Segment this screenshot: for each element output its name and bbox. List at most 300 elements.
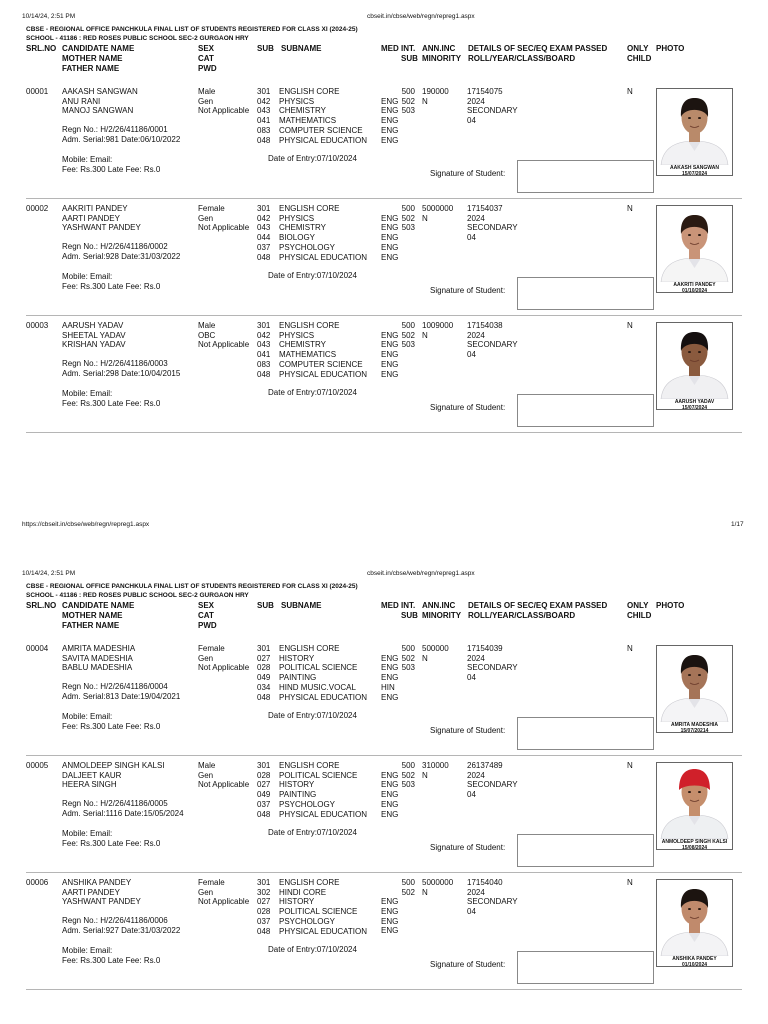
registration-number: Regn No.: H/2/26/41186/0004 <box>62 682 168 691</box>
exam-details-line: 26137489 <box>467 761 503 770</box>
registration-number: Regn No.: H/2/26/41186/0005 <box>62 799 168 808</box>
subject-code: 048 <box>257 692 271 702</box>
annual-income: 500000 <box>422 644 449 653</box>
photo-caption <box>657 399 732 410</box>
subject-medium <box>381 878 398 888</box>
photo-caption-name: AMRITA MADESHIA <box>671 722 718 728</box>
col-subname: SUBNAME <box>281 601 322 610</box>
exam-details-line: 04 <box>467 907 476 917</box>
candidate-name: AAKASH SANGWAN <box>62 87 138 96</box>
income-minority <box>422 87 449 106</box>
subject-name: ENGLISH CORE <box>279 761 340 770</box>
photo-caption-name: AAKASH SANGWAN <box>670 165 719 171</box>
subject-code: 301 <box>257 321 271 330</box>
subject-name: PHYSICS <box>279 213 315 223</box>
signature-box[interactable] <box>517 277 654 310</box>
col-photo: PHOTO <box>656 601 685 610</box>
subject-medium <box>381 204 398 214</box>
photo-caption <box>657 282 732 293</box>
subject-medium: ENG <box>381 125 399 135</box>
subject-code: 037 <box>257 242 271 252</box>
signature-label: Signature of Student: <box>430 403 506 412</box>
int-sub-code: 503 <box>401 663 415 673</box>
candidate-father: YASHWANT PANDEY <box>62 223 141 233</box>
minority-flag: N <box>422 96 428 106</box>
exam-details-line: 17154040 <box>467 878 503 887</box>
annual-income: 5000000 <box>422 204 454 213</box>
col-candidate-line: CANDIDATE NAME <box>62 44 135 53</box>
candidate-category <box>198 87 249 116</box>
subject-medium: ENG <box>381 213 399 223</box>
subject-names <box>279 878 367 936</box>
subject-mediums <box>381 644 398 702</box>
portrait-eye <box>688 908 691 910</box>
int-sub-code: 503 <box>401 223 415 233</box>
date-of-entry: Date of Entry:07/10/2024 <box>268 271 357 280</box>
subject-medium: ENG <box>381 780 399 790</box>
col-only-child-line: CHILD <box>627 54 652 63</box>
subject-code: 301 <box>257 644 271 653</box>
signature-box[interactable] <box>517 951 654 984</box>
date-of-entry: Date of Entry:07/10/2024 <box>268 388 357 397</box>
exam-details-line: 2024 <box>467 213 485 223</box>
candidate-category <box>198 878 249 907</box>
photo-caption-date: 15/07/20214 <box>680 728 709 733</box>
photo-caption-date: 15/08/2024 <box>681 845 708 850</box>
subject-medium: ENG <box>381 116 399 126</box>
col-sub: SUB <box>257 44 274 53</box>
subject-medium: ENG <box>381 663 399 673</box>
signature-box[interactable] <box>517 834 654 867</box>
row-divider <box>26 432 742 433</box>
fee-line: Fee: Rs.300 Late Fee: Rs.0 <box>62 399 161 408</box>
candidate-pwd: Not Applicable <box>198 223 250 233</box>
candidate-category <box>198 204 249 233</box>
candidate-pwd: Not Applicable <box>198 897 250 907</box>
candidate-mother: ANU RANI <box>62 96 101 106</box>
fee-line: Fee: Rs.300 Late Fee: Rs.0 <box>62 282 161 291</box>
date-of-entry: Date of Entry:07/10/2024 <box>268 711 357 720</box>
col-candidate-line: MOTHER NAME <box>62 611 123 620</box>
school-line: SCHOOL - 41186 : RED ROSES PUBLIC SCHOOL SEC-2 GURGAON HRY <box>26 35 249 42</box>
student-portrait <box>657 763 732 839</box>
int-sub-code <box>400 897 415 907</box>
int-sub-code: 500 <box>401 87 415 96</box>
candidate-names <box>62 761 165 790</box>
row-divider <box>26 755 742 756</box>
mobile-email: Mobile: Email: <box>62 829 113 838</box>
subject-codes <box>257 878 270 936</box>
int-sub-code: 502 <box>401 330 415 340</box>
subject-name: PHYSICAL EDUCATION <box>279 135 368 145</box>
subject-code: 027 <box>257 780 271 790</box>
int-sub-codes <box>400 87 415 116</box>
candidate-cat: Gen <box>198 887 214 897</box>
int-sub-codes <box>400 878 415 907</box>
candidate-names <box>62 321 126 350</box>
signature-box[interactable] <box>517 394 654 427</box>
subject-medium: ENG <box>381 223 399 233</box>
subject-code: 043 <box>257 106 271 116</box>
serial-number: 00004 <box>26 644 49 653</box>
subject-code: 048 <box>257 809 271 819</box>
exam-details-line: SECONDARY <box>467 223 518 233</box>
minority-flag: N <box>422 887 428 897</box>
col-candidate <box>62 601 134 631</box>
row-divider <box>26 198 742 199</box>
photo-caption-date: 01/10/2024 <box>681 962 708 967</box>
mobile-email: Mobile: Email: <box>62 272 113 281</box>
registration-number: Regn No.: H/2/26/41186/0002 <box>62 242 168 251</box>
footer-url: https://cbseit.in/cbse/web/regn/repreg1.aspx <box>22 521 150 528</box>
exam-details-line: 2024 <box>467 330 485 340</box>
int-sub-codes <box>400 204 415 233</box>
subject-codes <box>257 87 270 145</box>
report-title: CBSE - REGIONAL OFFICE PANCHKULA FINAL LIST OF STUDENTS REGISTERED FOR CLASS XI (2024-25) <box>26 26 358 33</box>
subject-code: 043 <box>257 223 271 233</box>
subject-name: PSYCHOLOGY <box>279 916 336 926</box>
col-int-line: SUB <box>401 611 418 620</box>
exam-details <box>467 87 518 126</box>
mobile-email: Mobile: Email: <box>62 946 113 955</box>
candidate-sex: Female <box>198 878 225 887</box>
photo-caption-name: ANMOLDEEP SINGH KALSI <box>661 839 728 845</box>
exam-details-line: 04 <box>467 350 476 360</box>
subject-medium: ENG <box>381 799 399 809</box>
int-sub-code: 502 <box>401 96 415 106</box>
col-sex-line: SEX <box>198 601 215 610</box>
portrait-eye <box>698 674 701 676</box>
subject-name: PSYCHOLOGY <box>279 799 336 809</box>
student-photo <box>656 322 733 410</box>
subject-code: 042 <box>257 330 271 340</box>
candidate-names <box>62 204 141 233</box>
subject-name: CHEMISTRY <box>279 106 326 116</box>
subject-code: 301 <box>257 878 271 887</box>
candidate-mother: DALJEET KAUR <box>62 770 122 780</box>
candidate-pwd: Not Applicable <box>198 106 250 116</box>
candidate-name: AAKRITI PANDEY <box>62 204 128 213</box>
col-candidate-line: MOTHER NAME <box>62 54 123 63</box>
subject-code: 037 <box>257 799 271 809</box>
subject-name: HISTORY <box>279 780 315 790</box>
exam-details-line: SECONDARY <box>467 106 518 116</box>
col-only-child <box>627 44 651 64</box>
exam-details-line: 04 <box>467 673 476 683</box>
col-sex-line: PWD <box>198 621 217 630</box>
subject-mediums <box>381 321 398 379</box>
subject-code: 043 <box>257 340 271 350</box>
subject-code: 049 <box>257 673 271 683</box>
subject-name: MATHEMATICS <box>279 350 337 360</box>
subject-name: ENGLISH CORE <box>279 321 340 330</box>
student-photo <box>656 88 733 176</box>
col-anninc-line: MINORITY <box>422 54 462 63</box>
candidate-pwd: Not Applicable <box>198 780 250 790</box>
int-sub-code: 500 <box>401 204 415 213</box>
serial-number: 00005 <box>26 761 49 770</box>
col-int <box>401 601 418 621</box>
portrait-eye <box>698 234 701 236</box>
portrait-eye <box>698 908 701 910</box>
col-sex-line: SEX <box>198 44 215 53</box>
candidate-names <box>62 87 138 116</box>
subject-code: 083 <box>257 359 271 369</box>
subject-name: HIND MUSIC.VOCAL <box>279 682 356 692</box>
exam-details-line: SECONDARY <box>467 663 518 673</box>
report-title: CBSE - REGIONAL OFFICE PANCHKULA FINAL LIST OF STUDENTS REGISTERED FOR CLASS XI (2024-25) <box>26 583 358 590</box>
subject-name: PHYSICAL EDUCATION <box>279 252 368 262</box>
candidate-mother: AARTI PANDEY <box>62 887 120 897</box>
student-portrait <box>657 323 732 399</box>
subject-mediums <box>381 204 398 262</box>
print-datetime: 10/14/24, 2:51 PM <box>22 13 76 20</box>
col-photo: PHOTO <box>656 44 685 53</box>
registration-number: Regn No.: H/2/26/41186/0003 <box>62 359 168 368</box>
mobile-email: Mobile: Email: <box>62 712 113 721</box>
portrait-eye <box>688 351 691 353</box>
int-sub-codes <box>400 321 415 350</box>
student-portrait <box>657 206 732 282</box>
exam-details <box>467 878 518 917</box>
exam-details <box>467 204 518 243</box>
subject-name: PHYSICAL EDUCATION <box>279 809 368 819</box>
registration-number: Regn No.: H/2/26/41186/0001 <box>62 125 168 134</box>
exam-details <box>467 321 518 360</box>
subject-code: 048 <box>257 252 271 262</box>
admission-serial: Adm. Serial:981 Date:06/10/2022 <box>62 135 181 144</box>
subject-code: 034 <box>257 682 271 692</box>
annual-income: 190000 <box>422 87 449 96</box>
print-url: cbseit.in/cbse/web/regn/repreg1.aspx <box>367 570 475 577</box>
subject-codes <box>257 204 270 262</box>
col-candidate-line: FATHER NAME <box>62 64 120 73</box>
subject-name: ENGLISH CORE <box>279 878 340 887</box>
col-anninc-line: ANN.INC <box>422 44 456 53</box>
col-candidate-line: CANDIDATE NAME <box>62 601 135 610</box>
subject-code: 037 <box>257 916 271 926</box>
candidate-sex: Male <box>198 761 216 770</box>
subject-code: 301 <box>257 761 271 770</box>
col-med: MED <box>381 601 399 610</box>
col-anninc-line: ANN.INC <box>422 601 456 610</box>
subject-name: ENGLISH CORE <box>279 204 340 213</box>
subject-names <box>279 204 367 262</box>
col-only-child-line: CHILD <box>627 611 652 620</box>
minority-flag: N <box>422 330 428 340</box>
subject-name: ENGLISH CORE <box>279 644 340 653</box>
col-int-line: INT. <box>401 44 416 53</box>
int-sub-code: 500 <box>401 878 415 887</box>
only-child-flag: N <box>627 204 633 213</box>
candidate-category <box>198 321 249 350</box>
only-child-flag: N <box>627 878 633 887</box>
subject-code: 048 <box>257 369 271 379</box>
col-only-child-line: ONLY <box>627 44 649 53</box>
minority-flag: N <box>422 213 428 223</box>
row-divider <box>26 872 742 873</box>
candidate-father: HEERA SINGH <box>62 780 117 790</box>
signature-label: Signature of Student: <box>430 960 506 969</box>
subject-medium <box>381 87 398 97</box>
photo-caption <box>657 722 732 733</box>
subject-name: PHYSICAL EDUCATION <box>279 926 368 936</box>
subject-medium: ENG <box>381 340 399 350</box>
col-int-line: SUB <box>401 54 418 63</box>
int-sub-codes <box>400 761 415 790</box>
candidate-sex: Female <box>198 644 225 653</box>
candidate-pwd: Not Applicable <box>198 340 250 350</box>
subject-code: 049 <box>257 790 271 800</box>
candidate-pwd: Not Applicable <box>198 663 250 673</box>
candidate-father: YASHWANT PANDEY <box>62 897 141 907</box>
subject-medium: ENG <box>381 692 399 702</box>
subject-mediums <box>381 87 398 145</box>
candidate-name: ANSHIKA PANDEY <box>62 878 132 887</box>
subject-code: 028 <box>257 907 271 917</box>
candidate-sex: Female <box>198 204 225 213</box>
student-photo <box>656 879 733 967</box>
photo-caption <box>657 165 732 176</box>
fee-line: Fee: Rs.300 Late Fee: Rs.0 <box>62 165 161 174</box>
subject-code: 301 <box>257 87 271 96</box>
subject-name: PAINTING <box>279 673 317 683</box>
candidate-cat: Gen <box>198 96 214 106</box>
subject-medium: ENG <box>381 350 399 360</box>
exam-details-line: 04 <box>467 233 476 243</box>
signature-label: Signature of Student: <box>430 169 506 178</box>
col-anninc <box>422 601 461 621</box>
col-sex-line: CAT <box>198 54 214 63</box>
subject-medium: ENG <box>381 897 399 907</box>
print-datetime: 10/14/24, 2:51 PM <box>22 570 76 577</box>
exam-details-line: SECONDARY <box>467 340 518 350</box>
int-sub-codes <box>400 644 415 673</box>
candidate-name: AARUSH YADAV <box>62 321 124 330</box>
col-sex <box>198 44 217 74</box>
subject-medium: ENG <box>381 96 399 106</box>
candidate-sex: Male <box>198 321 216 330</box>
signature-label: Signature of Student: <box>430 843 506 852</box>
subject-mediums <box>381 878 398 936</box>
candidate-mother: SAVITA MADESHIA <box>62 653 133 663</box>
subject-name: POLITICAL SCIENCE <box>279 770 358 780</box>
minority-flag: N <box>422 770 428 780</box>
photo-caption-name: ANSHIKA PANDEY <box>672 956 717 962</box>
income-minority <box>422 761 449 780</box>
col-med: MED <box>381 44 399 53</box>
candidate-cat: OBC <box>198 330 216 340</box>
exam-details-line: 2024 <box>467 887 485 897</box>
school-line: SCHOOL - 41186 : RED ROSES PUBLIC SCHOOL SEC-2 GURGAON HRY <box>26 592 249 599</box>
col-anninc-line: MINORITY <box>422 611 462 620</box>
portrait-eye <box>698 791 701 793</box>
photo-caption-name: AAKRITI PANDEY <box>673 282 716 288</box>
subject-name: HISTORY <box>279 897 315 907</box>
int-sub-code: 500 <box>401 644 415 653</box>
only-child-flag: N <box>627 761 633 770</box>
fee-line: Fee: Rs.300 Late Fee: Rs.0 <box>62 722 161 731</box>
student-photo <box>656 645 733 733</box>
subject-code: 027 <box>257 653 271 663</box>
exam-details <box>467 761 518 800</box>
subject-medium: ENG <box>381 242 399 252</box>
subject-name: PAINTING <box>279 790 317 800</box>
exam-details-line: SECONDARY <box>467 897 518 907</box>
annual-income: 310000 <box>422 761 449 770</box>
signature-box[interactable] <box>517 717 654 750</box>
subject-name: PSYCHOLOGY <box>279 242 336 252</box>
subject-names <box>279 87 367 145</box>
serial-number: 00003 <box>26 321 49 330</box>
candidate-father: BABLU MADESHIA <box>62 663 133 673</box>
subject-medium: ENG <box>381 809 399 819</box>
col-only-child-line: ONLY <box>627 601 649 610</box>
subject-medium: ENG <box>381 369 399 379</box>
col-sex-line: PWD <box>198 64 217 73</box>
subject-code: 048 <box>257 135 271 145</box>
date-of-entry: Date of Entry:07/10/2024 <box>268 828 357 837</box>
subject-medium: HIN <box>381 682 395 692</box>
subject-name: BIOLOGY <box>279 233 316 243</box>
portrait-eye <box>688 674 691 676</box>
subject-codes <box>257 644 270 702</box>
col-details-line: ROLL/YEAR/CLASS/BOARD <box>468 611 576 620</box>
col-details <box>468 44 607 64</box>
exam-details-line: 04 <box>467 116 476 126</box>
candidate-father: MANOJ SANGWAN <box>62 106 134 116</box>
int-sub-code: 500 <box>401 321 415 330</box>
subject-name: CHEMISTRY <box>279 340 326 350</box>
col-subname: SUBNAME <box>281 44 322 53</box>
student-portrait <box>657 646 732 722</box>
subject-code: 042 <box>257 96 271 106</box>
exam-details-line: 17154039 <box>467 644 503 653</box>
row-divider <box>26 989 742 990</box>
subject-medium: ENG <box>381 926 399 936</box>
student-photo <box>656 205 733 293</box>
subject-name: HINDI CORE <box>279 887 327 897</box>
mobile-email: Mobile: Email: <box>62 389 113 398</box>
subject-medium: ENG <box>381 770 399 780</box>
exam-details-line: 17154038 <box>467 321 503 330</box>
student-photo <box>656 762 733 850</box>
candidate-cat: Gen <box>198 213 214 223</box>
income-minority <box>422 321 453 340</box>
subject-medium: ENG <box>381 233 399 243</box>
subject-code: 301 <box>257 204 271 213</box>
int-sub-code: 503 <box>401 106 415 116</box>
admission-serial: Adm. Serial:813 Date:19/04/2021 <box>62 692 181 701</box>
photo-caption-date: 15/07/2024 <box>681 405 708 410</box>
date-of-entry: Date of Entry:07/10/2024 <box>268 945 357 954</box>
signature-box[interactable] <box>517 160 654 193</box>
subject-name: CHEMISTRY <box>279 223 326 233</box>
photo-caption-date: 01/10/2024 <box>681 288 708 293</box>
annual-income: 1009000 <box>422 321 454 330</box>
subject-code: 042 <box>257 213 271 223</box>
row-divider <box>26 315 742 316</box>
income-minority <box>422 204 453 223</box>
footer-page: 1/17 <box>731 521 744 528</box>
exam-details-line: 2024 <box>467 770 485 780</box>
admission-serial: Adm. Serial:1116 Date:15/05/2024 <box>62 809 184 818</box>
int-sub-code: 502 <box>401 770 415 780</box>
col-int-line: INT. <box>401 601 416 610</box>
col-candidate <box>62 44 134 74</box>
only-child-flag: N <box>627 87 633 96</box>
subject-name: POLITICAL SCIENCE <box>279 663 358 673</box>
